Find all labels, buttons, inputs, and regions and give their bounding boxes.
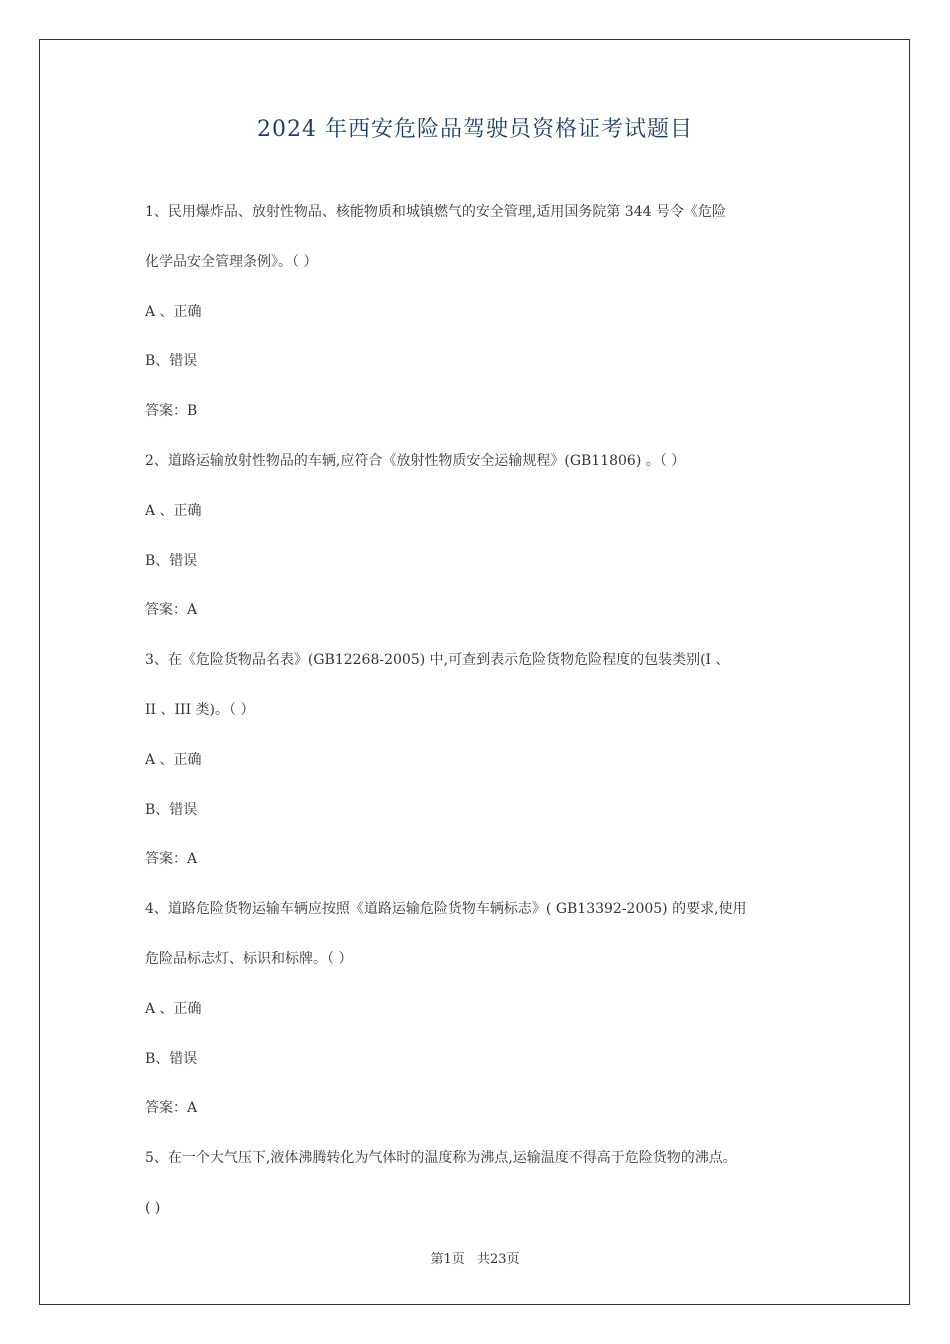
question-5-text-line-2: ( ) <box>145 1199 161 1216</box>
question-2-answer: 答案：A <box>145 602 198 619</box>
question-1-option-a: A 、正确 <box>145 303 202 320</box>
question-2-option-b: B、错误 <box>145 552 198 569</box>
question-2-text-line-1: 2、道路运输放射性物品的车辆,应符合《放射性物质安全运输规程》(GB11806) 。（ ） <box>145 452 686 469</box>
question-4-option-b: B、错误 <box>145 1050 198 1067</box>
question-4-text-line-2: 危险品标志灯、标识和标牌。（ ） <box>145 950 353 967</box>
question-3-text-line-1: 3、在《危险货物品名表》(GB12268-2005) 中,可查到表示危险货物危险程度的包装类别(I 、 <box>145 652 730 669</box>
question-2-option-a: A 、正确 <box>145 502 202 519</box>
question-1-option-b: B、错误 <box>145 353 198 370</box>
question-4-option-a: A 、正确 <box>145 1000 202 1017</box>
question-3-option-a: A 、正确 <box>145 751 202 768</box>
question-3-option-b: B、错误 <box>145 801 198 818</box>
page-number-total: 共23页 <box>476 1252 520 1267</box>
question-4-answer: 答案：A <box>145 1100 198 1117</box>
question-1-answer: 答案：B <box>145 403 198 420</box>
question-5-text-line-1: 5、在一个大气压下,液体沸腾转化为气体时的温度称为沸点,运输温度不得高于危险货物的沸点。 <box>145 1150 737 1167</box>
document-title: 2024 年西安危险品驾驶员资格证考试题目 <box>257 117 693 142</box>
document-body <box>145 188 815 1234</box>
question-1-text-line-1: 1、民用爆炸品、放射性物品、核能物质和城镇燃气的安全管理,适用国务院第 344 号令《危险 <box>145 204 726 220</box>
page-number-current: 第1页 <box>430 1252 465 1267</box>
question-3-answer: 答案：A <box>145 851 198 868</box>
question-3-text-line-2: II 、III 类)。（ ） <box>145 701 255 718</box>
page-footer <box>0 1248 950 1267</box>
question-4-text-line-1: 4、道路危险货物运输车辆应按照《道路运输危险货物车辆标志》( GB13392-2005) 的要求,使用 <box>145 901 747 918</box>
question-1-text-line-2: 化学品安全管理条例》。（ ） <box>145 253 318 270</box>
